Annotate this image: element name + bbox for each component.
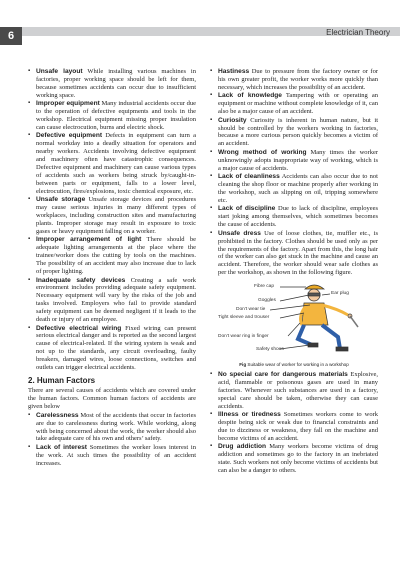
bullet-item (210, 443, 378, 475)
item-text: Accidents can also occur due to not cleaning the shop floor or machine properly after working in the workshop, such as slipping on oil, tripping somewhere etc. (218, 173, 378, 204)
item-text: Unsafe storage devices and procedures may cause serious injuries in many different types of workplaces, including construction sites and manufacturing plants. Improper storage may result in exposure to toxic gases or heavy equipment falling on a worker. (36, 196, 196, 235)
bullet-item (28, 412, 196, 444)
bullet-icon: ▪ (28, 324, 31, 331)
item-text: While installing various machines in factories, proper working space should be left for them, because sometimes accidents can occur due to insufficient working space. (36, 68, 196, 99)
page-number: 6 (0, 27, 22, 45)
bullet-icon: ▪ (28, 100, 31, 107)
label-goggles: Goggles (258, 298, 276, 304)
item-text: Fixed wiring can present serious electrical danger and is reported as the second largest cause of electrical-related. If the wiring system is weak and not up to the standards, any circuit overloading, faulty breakers, damaged wires, loose connections, switches and outlets can trigger electrical accidents. (36, 324, 196, 372)
item-term: Drug addiction (218, 443, 267, 451)
bullet-item (28, 68, 196, 100)
item-term: Unsafe dress (218, 229, 261, 237)
left-column (28, 68, 196, 468)
bullet-icon: ▪ (210, 229, 213, 236)
bullet-item (210, 205, 378, 229)
item-term: Improper equipment (36, 100, 100, 108)
right-items-2-list (210, 371, 378, 475)
safety-wear-figure (210, 279, 378, 361)
bullet-icon: ▪ (28, 276, 31, 283)
item-text: Due to lack of discipline, employees start joking among themselves, which sometimes becomes the cause of accidents. (218, 205, 378, 229)
item-term: Carelessness (36, 411, 79, 419)
item-term: Wrong method of working (218, 148, 307, 156)
left-items-1-list (28, 68, 196, 372)
label-fibre-cap: Fibre cap (254, 284, 274, 290)
bullet-item (210, 68, 378, 92)
label-ear-plug: Ear plug (331, 291, 349, 297)
item-term: Unsafe storage (36, 196, 86, 204)
bullet-icon: ▪ (210, 148, 213, 155)
figure-caption-text: Suitable wear of worker for working in a workshop (246, 362, 349, 368)
item-term: Hastiness (218, 68, 250, 75)
bullet-icon: ▪ (210, 68, 213, 74)
figure-caption-label: Fig (239, 362, 247, 368)
item-text: Many workers become victims of drug addiction and sometimes go to the factory in an inebriated state. Such workers not only become victims of accidents but can also be a danger to others. (218, 443, 378, 475)
bullet-icon: ▪ (210, 173, 213, 180)
bullet-icon: ▪ (28, 443, 31, 450)
bullet-icon: ▪ (28, 196, 31, 203)
item-term: Curiosity (218, 116, 247, 124)
item-term: Unsafe layout (36, 68, 83, 75)
item-text: Due to pressure from the factory owner or for his own greater profit, the worker works more quickly than necessary, which increases the possibility of an accident. (218, 68, 378, 91)
bullet-item (28, 100, 196, 132)
item-term: Illness or tiredness (218, 411, 281, 419)
right-items-1-list (210, 68, 378, 277)
bullet-item (28, 236, 196, 276)
item-text: Explosive, acid, flammable or poisonous gases are used in many factories. Whenever such substances are used in a factory, special care should be taken, otherwise they can cause accidents. (218, 371, 378, 410)
item-term: Lack of discipline (218, 205, 276, 213)
item-text: Curiosity is inherent in human nature, but it should be controlled by the workers working in factories, because a more curious person quickly becomes a victim of an accident. (218, 116, 378, 148)
bullet-icon: ▪ (210, 92, 213, 99)
label-safety-shoes: Safety shoes (256, 347, 284, 353)
label-dont-wear-tie: Don’t wear tie (236, 307, 266, 313)
section-heading-human-factors: 2. Human Factors (28, 376, 96, 385)
bullet-icon: ▪ (28, 411, 31, 418)
bullet-icon: ▪ (28, 236, 31, 243)
bullet-icon: ▪ (28, 68, 31, 74)
left-items-2-list (28, 412, 196, 468)
right-column (210, 68, 378, 476)
item-term: Defective electrical wiring (36, 324, 122, 332)
item-text: There should be adequate lighting arrangements at the place where the trainee/worker does the cutting by tools on the machines. The possibility of an accident may also increase due to lack of proper lighting. (36, 236, 197, 276)
bullet-item (28, 444, 196, 468)
bullet-icon: ▪ (28, 132, 31, 139)
bullet-item (210, 173, 378, 205)
bullet-item (210, 411, 378, 443)
item-text: Use of loose clothes, tie, muffler etc., is prohibited in the factory. Clothes should be used only as per the requirements of the factory. Apart from this, the long hair of the worker can also get stuck in the machine and cause an accident. Therefore, the worker should wear safe clothes as per the workshop, as shown in the following figure. (218, 229, 378, 277)
item-term: No special care for dangerous materials (218, 371, 348, 379)
section-intro: There are several causes of accidents which are covered under the human factors. Common human factors of accidents are given below (28, 387, 196, 410)
worker-illustration (210, 279, 378, 361)
bullet-item (28, 132, 196, 195)
item-text: Sometimes the worker loses interest in the work. At such times the possibility of an accident increases. (36, 443, 196, 467)
bullet-item (210, 371, 378, 411)
bullet-icon: ▪ (210, 371, 213, 378)
item-text: Defects in equipment can turn a normal workday into a deadly situation for operators and nearby workers. Accidents involving defective equipment and machinery often have catastrophic consequences. Defective equipment and machinery can cause various types of accidents such as workers being struck by/caught-in-between parts or equipment, falls to a lower level, electrocution, fires/explosions, toxic chemical exposure, etc. (36, 132, 197, 195)
bullet-icon: ▪ (210, 443, 213, 450)
item-text: Creating a safe work environment includes providing adequate safety equipment. Necessary equipment will vary by the risks of the job and tasks involved. Employers who fail to provide standard safety equipment can be deemed negligent if it leads to the death or injury of an employee. (36, 276, 197, 324)
item-term: Lack of knowledge (218, 92, 282, 100)
bullet-item (210, 149, 378, 173)
bullet-icon: ▪ (210, 116, 213, 123)
label-dont-wear-ring: Don’t wear ring in finger (218, 334, 269, 340)
label-tight-sleeve: Tight sleeve and trouser (218, 315, 270, 321)
figure-caption (210, 362, 378, 367)
running-title: Electrician Theory (326, 28, 390, 37)
item-text: Many industrial accidents occur due to the operation of defective equipments and tools in the workshop. Electrical equipment missing proper insulation can cause electrocution, burns and electric shock. (36, 100, 197, 131)
bullet-item (28, 196, 196, 236)
item-term: Inadequate safety devices (36, 276, 126, 284)
item-term: Defective equipment (36, 132, 103, 140)
item-text: Tampering with or operating an equipment or machine without complete knowledge of it, can also be a major cause of an accident. (218, 92, 378, 116)
bullet-icon: ▪ (210, 205, 213, 212)
item-text: Most of the accidents that occur in factories are due to carelessness during work. While working, along with being concerned about the work, the worker should also take adequate care of his own and others’ safety. (36, 411, 196, 443)
item-text: Sometimes workers come to work despite being sick or weak due to financial constraints and due to dizziness or weakness, they fall on the machine and become victims of an accident. (218, 411, 378, 442)
bullet-icon: ▪ (210, 411, 213, 418)
item-term: Lack of cleanliness (218, 173, 280, 181)
bullet-item (28, 277, 196, 324)
bullet-item (210, 92, 378, 116)
item-term: Improper arrangement of light (36, 236, 142, 244)
item-term: Lack of interest (36, 443, 88, 451)
bullet-item (210, 117, 378, 149)
bullet-item (28, 325, 196, 372)
bullet-item (210, 230, 378, 277)
item-text: Many times the worker unknowingly adopts inappropriate way of working, which is a major cause of accidents. (218, 148, 378, 172)
page-header (0, 0, 400, 42)
